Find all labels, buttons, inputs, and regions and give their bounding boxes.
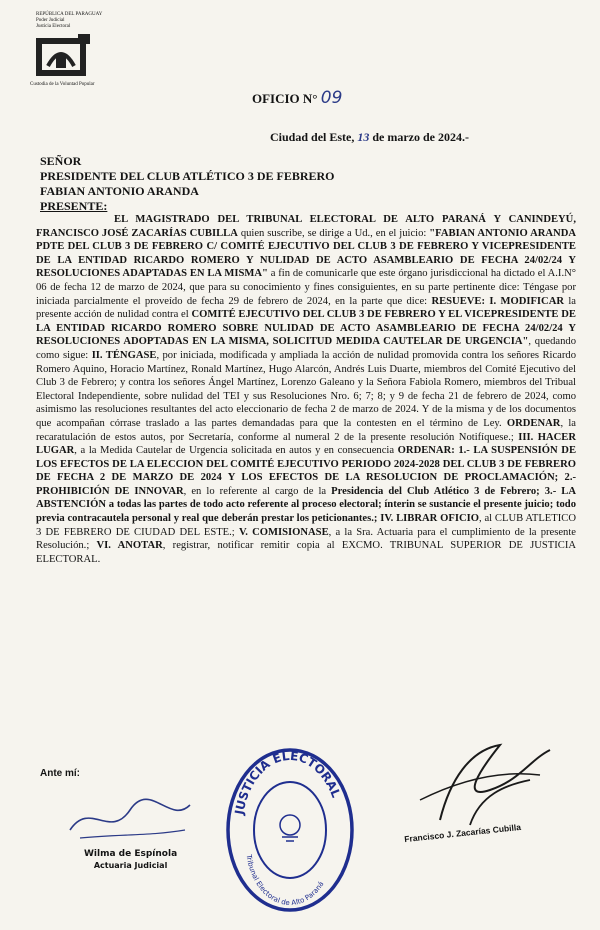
body-intro: quien suscribe, se dirige a Ud., en el juicio: (240, 227, 427, 239)
handwritten-signature-icon (380, 740, 560, 830)
oficio-label: OFICIO N° (252, 91, 318, 106)
body-librar-oficio: IV. LIBRAR OFICIO (380, 513, 479, 525)
date-line (270, 130, 469, 145)
body-action-title: COMITÉ EJECUTIVO DEL CLUB 3 DE FEBRERO Y EL VICEPRESIDENTE DE LA ENTIDAD RICARDO ROMERO SOBRE NULIDAD DE ACTO ASAMBLEARIO DE FECHA 24/02/24 Y RESOLUCIONES ADOPTADAS EN LA MISMA, SOLICITUD MEDIDA CAUTELAR DE URGENCIA" (36, 309, 576, 348)
actuaria-name-stamp (84, 848, 177, 872)
addressee-name: FABIAN ANTONIO ARANDA (40, 184, 199, 198)
body-anotar: VI. ANOTAR (96, 540, 163, 552)
addressee-block (40, 154, 335, 214)
oficio-handwritten-number: 09 (320, 88, 343, 108)
body-comisionase: V. COMISIONASE (238, 526, 329, 538)
body-ruling-intro: a fin de comunicarle que este órgano jurisdiccional ha dictado el A.I.N° 06 de fecha 12 de marzo de 2024, que para su conocimiento y fines consiguientes, en su parte pertinente dice: Téngase por iniciada parcialmente el proveído de fecha 29 de febrero de 2024, en la parte que dice: (36, 268, 576, 307)
date-prefix: Ciudad del Este, (270, 130, 355, 144)
body-abstencion: Presidencia del Club Atlético 3 de Febrero; 3.- LA ABSTENCIÓN a todas las partes de todo acto referente al proceso electoral; ínterin se sustancie el presente juicio; todo previa contracautela personal y real que deberán prestar los peticionantes.; (36, 485, 576, 525)
body-text-08: , quedando como sigue: (36, 336, 576, 361)
body-magistrate: EL MAGISTRADO DEL TRIBUNAL ELECTORAL DE ALTO PARANÁ Y CANINDEYÚ, FRANCISCO JOSÉ ZACARÍAS CUBILLA (36, 214, 576, 239)
actuaria-name: Wilma de Espínola (84, 849, 178, 859)
oficio-number (252, 88, 342, 108)
justice-crest (26, 12, 122, 92)
magistrate-name: Francisco J. Zacarías Cubilla (403, 821, 522, 845)
crest-line-3: Justicia Electoral (36, 24, 71, 29)
body-text-19: , al CLUB ATLETICO 3 DE FEBRERO DE CIUDAD DEL ESTE.; (36, 513, 576, 538)
letter-body (36, 213, 576, 566)
body-resuelve: RESUEVE: I. MODIFICAR (431, 295, 565, 307)
date-suffix: de marzo de 2024.- (372, 130, 470, 144)
body-orders: ORDENAR: 1.- LA SUSPENSIÓN DE LOS EFECTOS DE LA ELECCION DEL COMITÉ EJECUTIVO PERIODO 2024-2028 DEL CLUB 3 DE FEBRERO DE FECHA 2 DE MARZO DE 2024 Y LOS EFECTOS DE LA RESOLUCION DE PROCLAMACIÓN; 2.- PROHIBICIÓN DE INNOVAR (36, 445, 577, 497)
body-text-14: , a la Medida Cautelar de Urgencia solicitada en autos y en consecuencia (74, 445, 395, 457)
body-case-title: "FABIAN ANTONIO ARANDA PDTE DEL CLUB 3 DE FEBRERO C/ COMITÉ EJECUTIVO DEL CLUB 3 DE FEBRERO Y VICEPRESIDENTE DE LA ENTIDAD RICARDO ROMERO Y NULIDAD DE ACTO ASAMBLEARIO DE FECHA 24/02/24 Y RESOLUCIONES ADAPTADAS EN LA MISMA" (36, 227, 577, 280)
crest-header (36, 12, 122, 30)
magistrate-signature (380, 740, 560, 845)
body-hacer-lugar: III. HACER LUGAR (36, 431, 576, 457)
oval-seal-icon (220, 745, 360, 915)
body-ordenar: ORDENAR (506, 417, 561, 429)
crest-line-1: REPÚBLICA DEL PARAGUAY (36, 12, 103, 17)
seal-top-text: JUSTICIA ELECTORAL (232, 748, 344, 816)
body-text-23: , registrar, notificar remitir copia al EXCMO. TRIBUNAL SUPERIOR DE JUSTICIA ELECTORAL. (36, 540, 576, 565)
addressee-title: PRESIDENTE DEL CLUB ATLÉTICO 3 DE FEBRERO (40, 169, 335, 183)
crest-footer: Custodia de la Voluntad Popular (30, 82, 95, 87)
addressee-presente: PRESENTE: (40, 199, 108, 213)
addressee-salutation: SEÑOR (40, 154, 82, 168)
seal-bottom-text: Tribunal Electoral de Alto Paraná (244, 853, 326, 908)
electoral-seal (220, 745, 360, 920)
body-text-12: , la recaratulación de estos autos, por Secretaría, conforme al numeral 2 de la presente resolución Notifíquese.; (36, 417, 576, 443)
crest-line-2: Poder Judicial (36, 18, 65, 23)
body-text-06: la presente acción de nulidad contra el (36, 295, 577, 321)
body-text-16: , en lo referente al cargo de la (183, 485, 327, 497)
crest-logo-icon (34, 32, 94, 80)
body-text-10: , por iniciada, modificada y ampliada la acción de nulidad promovida contra los señores Ricardo Romero Aquino, Horacio Martínez, Ronald Martínez, Hugo Alarcón, Andrés Luis Duarte, miembros del Comité Ejecutivo del Club 3 de Febrero; y contra los señores Ángel Martínez, Lorenzo Galeano y la Señora Fabiola Romero, miembros del Tribual Electoral Independiente, sobre nulidad del TEI y sus Resoluciones Nro. 6; 7; 8; y 9 de fecha 21 de febrero de 2024, como asimismo las resoluciones resultantes del acto eleccionario de fecha 2 de marzo de 2024. Y de la misma y de los documentos que acompañan córrase traslado a las partes demandadas para que la contesten en el término de Ley. (36, 349, 577, 429)
actuaria-signature (60, 790, 200, 870)
body-tengase: II. TÉNGASE (91, 349, 157, 361)
ante-mi-label: Ante mí: (40, 768, 80, 779)
handwritten-signature-icon (60, 790, 200, 850)
actuaria-title: Actuaria Judicial (93, 861, 168, 870)
date-day: 13 (357, 130, 370, 144)
body-text-21: , a la Sra. Actuaria para el cumplimiento de la presente Resolución.; (36, 526, 577, 552)
